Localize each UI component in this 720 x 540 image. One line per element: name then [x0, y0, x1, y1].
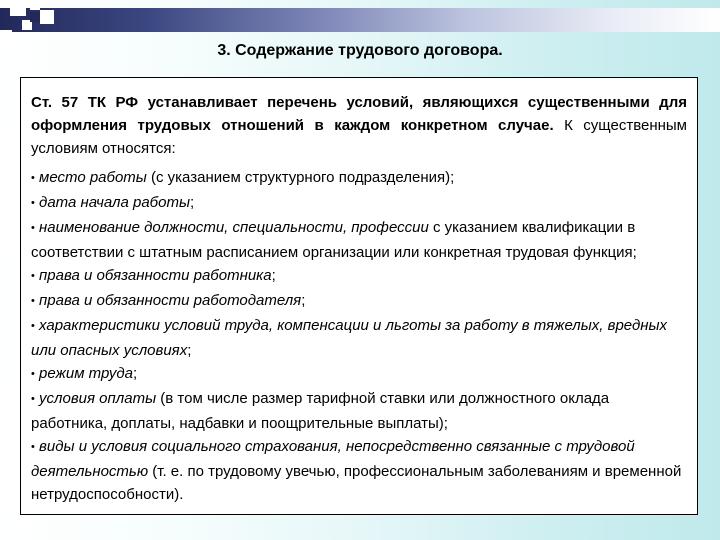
list-item — [31, 435, 687, 506]
item-term: виды и условия социального страхования, непосредственно связанные с трудовой деятельностью — [31, 438, 635, 480]
item-term: режим труда — [39, 365, 133, 382]
item-detail: (т. е. по трудовому увечью, профессиональным заболеваниям и временной нетрудоспособности). — [31, 463, 682, 503]
header-gradient-band — [0, 8, 720, 32]
item-term: наименование должности, специальности, профессии — [39, 219, 429, 236]
item-detail: ; — [190, 194, 195, 211]
bullet-icon: • — [31, 393, 35, 405]
item-detail: (в том числе размер тарифной ставки или должностного оклада работника, доплаты, надбавки и поощрительные выплаты); — [31, 390, 610, 432]
item-detail: ; — [271, 267, 276, 284]
conditions-list — [31, 166, 687, 506]
item-detail: ; — [132, 365, 138, 382]
slide-title: 3. Содержание трудового договора. — [217, 42, 503, 59]
intro-normal: К существенным условиям относятся: — [31, 117, 687, 157]
item-term: место работы — [39, 169, 147, 186]
list-item — [31, 362, 687, 387]
bullet-icon: • — [31, 295, 35, 307]
decor-square — [30, 12, 40, 22]
bullet-icon: • — [31, 441, 35, 453]
bullet-icon: • — [31, 270, 35, 282]
bullet-icon: • — [31, 197, 35, 209]
list-item — [31, 191, 687, 216]
item-detail: ; — [301, 292, 306, 309]
list-item — [31, 289, 687, 314]
decor-square — [30, 0, 40, 10]
decor-square — [40, 10, 54, 24]
decor-square — [10, 0, 26, 16]
list-item — [31, 264, 687, 289]
bullet-icon: • — [31, 368, 35, 380]
bullet-icon: • — [31, 320, 35, 332]
item-term: права и обязанности работодателя — [39, 292, 302, 309]
item-term: права и обязанности работника — [39, 267, 272, 284]
bullet-icon: • — [31, 222, 35, 234]
item-term: дата начала работы — [39, 194, 190, 211]
intro-paragraph — [31, 91, 687, 160]
content-box — [20, 77, 698, 515]
decor-square — [0, 30, 12, 42]
item-detail: (с указанием структурного подразделения); — [146, 169, 455, 186]
item-term: условия оплаты — [39, 390, 157, 407]
list-item — [31, 166, 687, 191]
list-item — [31, 216, 687, 264]
item-detail: ; — [187, 342, 192, 359]
item-term: характеристики условий труда, компенсации и льготы за работу в тяжелых, вредных или опасных условиях — [31, 317, 668, 359]
intro-bold: Ст. 57 ТК РФ устанавливает перечень условий, являющихся существенными для оформления трудовых отношений в каждом конкретном случае. — [31, 94, 687, 134]
item-detail: с указанием квалификации в соответствии с штатным расписанием организации или конкретная трудовая функция; — [31, 219, 637, 261]
list-item — [31, 314, 687, 362]
bullet-icon: • — [31, 172, 35, 184]
list-item — [31, 387, 687, 435]
